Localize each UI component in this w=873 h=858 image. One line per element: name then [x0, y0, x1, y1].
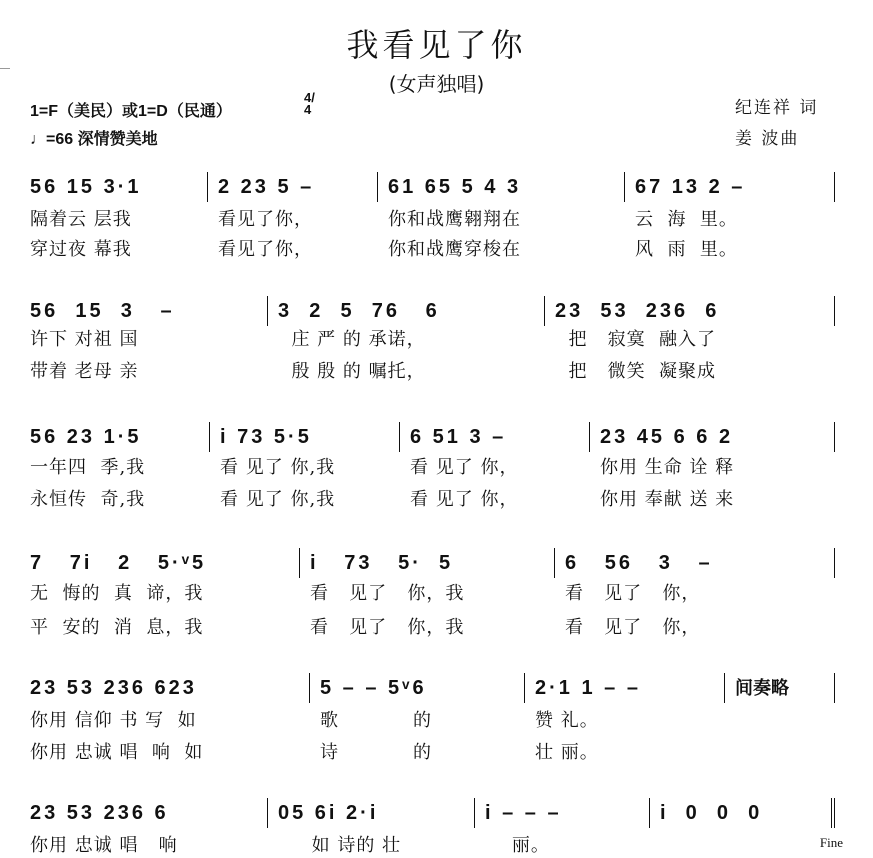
lyric: 歌 的	[320, 710, 432, 731]
lyric: 把 微笑 凝聚成	[555, 361, 717, 382]
lyric: 看 见了 你,我	[220, 489, 336, 510]
lyric: 你和战鹰翱翔在	[388, 209, 521, 230]
lyric: 殷 殷 的 嘱托，	[278, 361, 426, 382]
measure: 3 2 5 76 6	[268, 296, 545, 326]
measure: 23 53 236 623	[30, 673, 310, 703]
measure: i 73 5· 5	[300, 548, 555, 578]
lyric: 把 寂寞 融入了	[555, 329, 717, 350]
time-signature: 4/4	[304, 90, 315, 117]
lyric: 你用 奉献 送 来	[600, 489, 735, 510]
composer: 姜 波曲	[735, 129, 800, 149]
lyric: 看 见了 你，	[410, 489, 519, 510]
measure: 23 53 236 6	[30, 798, 268, 828]
measure: 56 15 3 –	[30, 296, 268, 326]
lyric	[725, 739, 835, 767]
measure: 23 45 6 6 2	[590, 422, 835, 452]
lyric	[650, 832, 835, 858]
lyric: 风 雨 里。	[635, 239, 738, 260]
lyric: 你和战鹰穿梭在	[388, 239, 521, 260]
interlude-omitted-label: 间奏略	[725, 673, 835, 703]
measure: 5 – – 5ᵛ6	[310, 673, 525, 703]
song-subtitle: (女声独唱)	[388, 72, 485, 96]
lyric: 如 诗的 壮	[278, 835, 402, 856]
fine-marking: Fine	[819, 835, 843, 850]
measure: 2·1 1 – –	[525, 673, 725, 703]
lyric: 诗 的	[320, 742, 432, 763]
lyric: 看 见了 你，	[565, 583, 701, 604]
measure: 6 51 3 –	[400, 422, 590, 452]
measure: 6 56 3 –	[555, 548, 835, 578]
lyric	[725, 707, 835, 735]
lyric: 看 见了 你,我	[220, 457, 336, 478]
lyric: 许下 对祖 国	[30, 329, 139, 350]
lyric: 看 见了 你，	[410, 457, 519, 478]
lyric: 一年四 季,我	[30, 457, 146, 478]
lyric: 你用 信仰 书 写 如	[30, 710, 197, 731]
lyric: 庄 严 的 承诺，	[278, 329, 426, 350]
lyric: 平 安的 消 息，我	[30, 617, 204, 638]
lyric: 你用 生命 诠 释	[600, 457, 735, 478]
measure: 05 6i 2·i	[268, 798, 475, 828]
lyric: 云 海 里。	[635, 209, 738, 230]
measure: 23 53 236 6	[545, 296, 835, 326]
measure: 56 23 1·5	[30, 422, 210, 452]
lyric: 带着 老母 亲	[30, 361, 139, 382]
lyric: 壮 丽。	[535, 742, 599, 763]
lyric: 看见了你，	[218, 209, 313, 230]
lyric: 看 见了 你，我	[310, 617, 465, 638]
lyric: 无 悔的 真 谛，我	[30, 583, 204, 604]
lyric: 看 见了 你，	[565, 617, 701, 638]
lyric: 看 见了 你，我	[310, 583, 465, 604]
key-signature: 1=F（美民）或1=D（民通）	[30, 103, 232, 120]
final-measure: i 0 0 0	[650, 798, 835, 828]
measure: 2 23 5 –	[208, 172, 378, 202]
lyric: 穿过夜 幕我	[30, 239, 132, 260]
measure: i – – –	[475, 798, 650, 828]
measure: 67 13 2 –	[625, 172, 835, 202]
measure: 56 15 3·1	[30, 172, 208, 202]
measure: 61 65 5 4 3	[378, 172, 625, 202]
tempo-marking: ♩=66 深情赞美地	[30, 131, 158, 148]
lyricist: 纪连祥 词	[735, 98, 819, 118]
lyric: 你用 忠诚 唱 响 如	[30, 742, 204, 763]
lyric: 永恒传 奇,我	[30, 489, 146, 510]
lyric: 你用 忠诚 唱 响	[30, 835, 178, 856]
lyric: 赞 礼。	[535, 710, 599, 731]
song-title: 我看见了你	[346, 26, 527, 64]
measure: i 73 5·5	[210, 422, 400, 452]
lyric: 看见了你，	[218, 239, 313, 260]
lyric: 隔着云 层我	[30, 209, 132, 230]
measure: 7 7i 2 5·ᵛ5	[30, 548, 300, 578]
lyric: 丽。	[485, 835, 550, 856]
